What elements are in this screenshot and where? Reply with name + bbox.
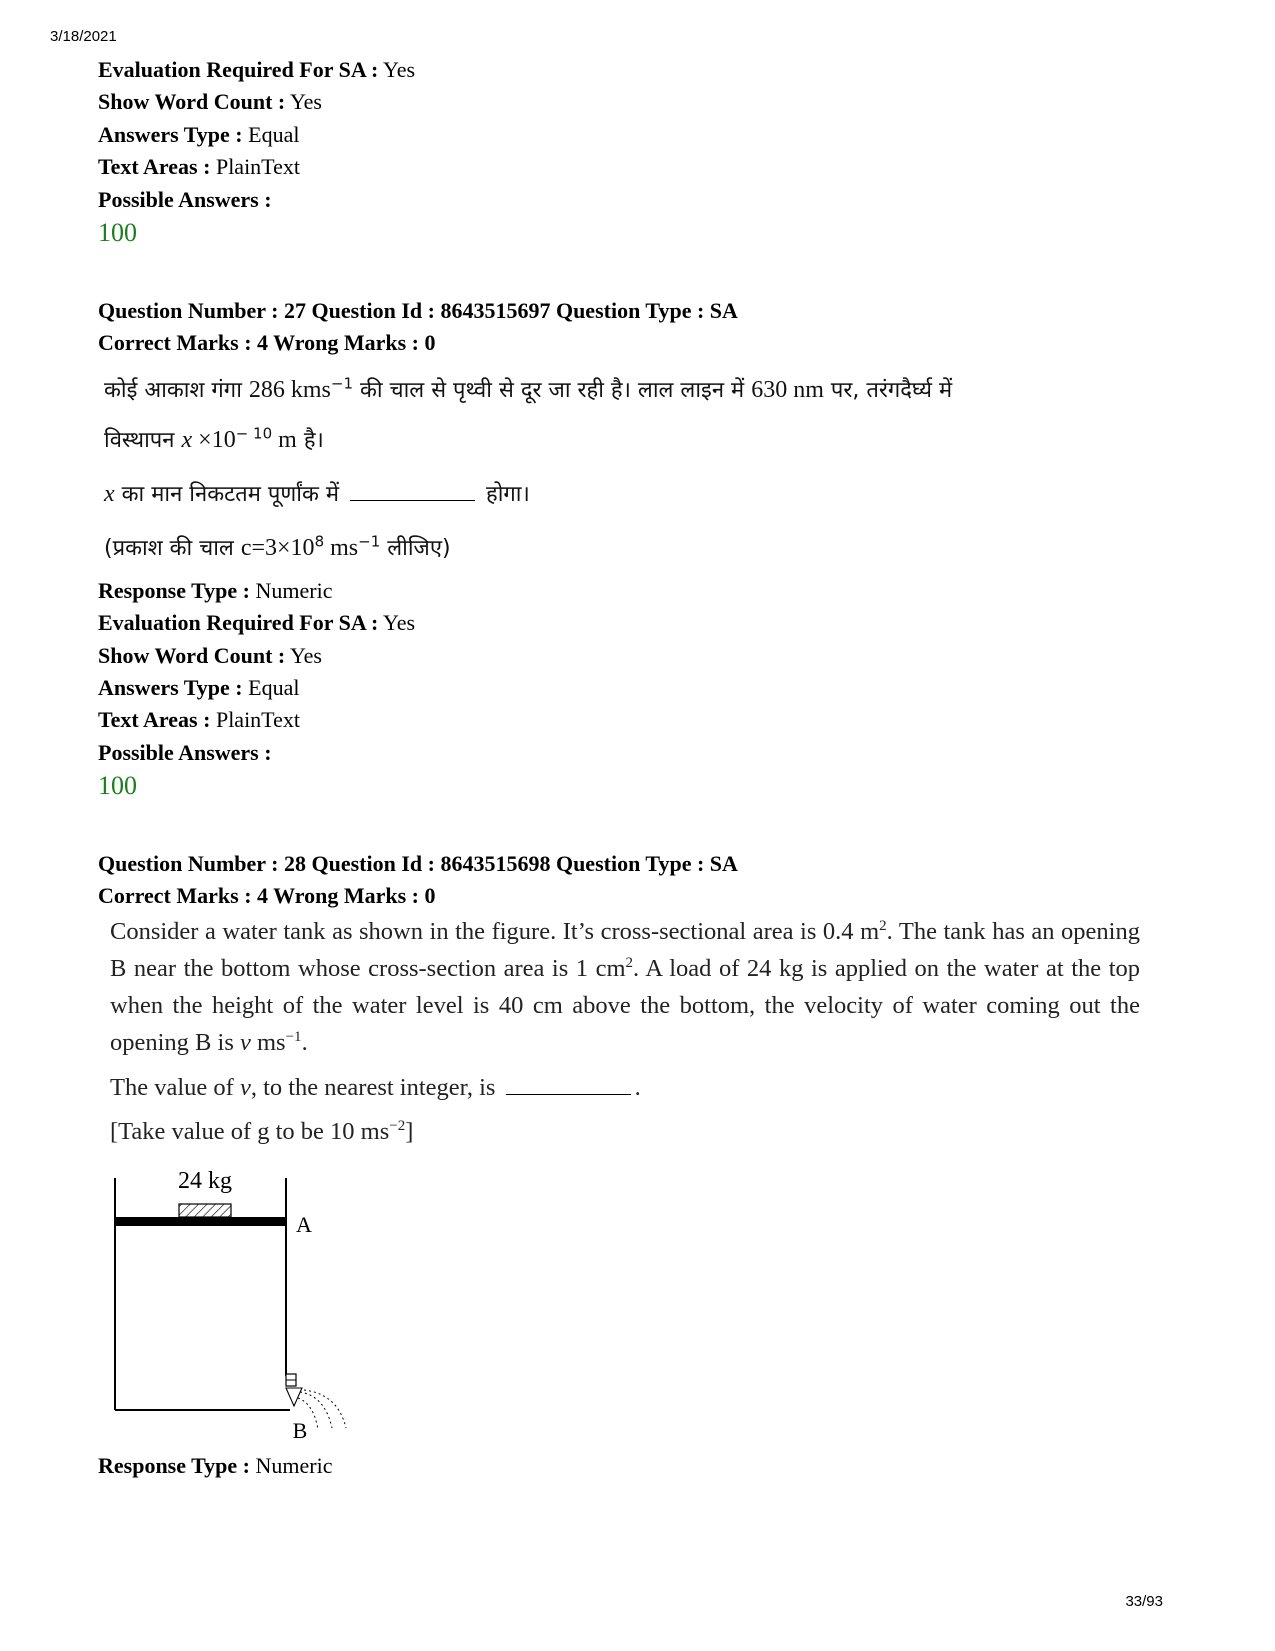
question-text-line: विस्थापन $x \times 10^{- 10}$ m है।: [104, 424, 324, 453]
question-prompt: The value of v, to the nearest integer, is .: [110, 1074, 641, 1101]
question-text-line: (प्रकाश की चाल $c=3\times 10^8$ $ms^{-1}$ लीजिए): [104, 532, 451, 561]
page-number: 33/93: [1125, 1593, 1163, 1610]
answer-blank: [350, 500, 475, 501]
print-date: 3/18/2021: [50, 28, 117, 45]
question-marks: Correct Marks : 4 Wrong Marks : 0: [98, 883, 436, 908]
text-areas-row: Text Areas : PlainText: [98, 154, 300, 179]
possible-answers-label: Possible Answers :: [98, 740, 272, 765]
piston-plate: [115, 1217, 286, 1226]
response-type-row: Response Type : Numeric: [98, 578, 333, 603]
question-text-line: x का मान निकटतम पूर्णांक में होगा।: [104, 481, 530, 507]
answers-type-row: Answers Type : Equal: [98, 675, 300, 700]
question-marks: Correct Marks : 4 Wrong Marks : 0: [98, 330, 436, 355]
outlet-b: [286, 1388, 302, 1406]
eval-required-row: Evaluation Required For SA : Yes: [98, 57, 416, 82]
answers-type-row: Answers Type : Equal: [98, 122, 300, 147]
question-heading: Question Number : 28 Question Id : 8643515698 Question Type : SA: [98, 851, 738, 876]
word-count-row: Show Word Count : Yes: [98, 89, 322, 114]
label-b: B: [292, 1418, 308, 1443]
question-paragraph: Consider a water tank as shown in the figure. It’s cross-sectional area is 0.4 $m^2$. The tank has an opening B near the bottom whose cross-section area is 1 $cm^2$. A load of 24 kg is applied on the water at the top when the height of the water level is 40 cm above the bottom, the velocity of water coming out the opening B is v $ms^{-1}$.: [110, 917, 1140, 1056]
eval-required-row: Evaluation Required For SA : Yes: [98, 610, 416, 635]
word-count-row: Show Word Count : Yes: [98, 643, 322, 668]
question-note: [Take value of g to be 10 $ms^{-2}$]: [110, 1117, 414, 1145]
response-type-row: Response Type : Numeric: [98, 1453, 333, 1478]
label-a: A: [296, 1212, 312, 1237]
possible-answer-value: 100: [98, 771, 137, 800]
text-areas-row: Text Areas : PlainText: [98, 707, 300, 732]
possible-answers-label: Possible Answers :: [98, 187, 272, 212]
question-text: [110, 913, 1140, 1061]
possible-answer-value: 100: [98, 218, 137, 247]
question-text-line: कोई आकाश गंगा 286 kms$^{-1}$ की चाल से पृथ्वी से दूर जा रही है। लाल लाइन में 630 nm पर, तरंगदैर्घ्य में: [104, 374, 953, 403]
question-heading: Question Number : 27 Question Id : 8643515697 Question Type : SA: [98, 298, 738, 323]
answer-blank: [506, 1094, 631, 1095]
load-block: [179, 1204, 231, 1217]
water-tank-figure: [100, 1158, 360, 1448]
load-label: 24 kg: [178, 1168, 232, 1194]
